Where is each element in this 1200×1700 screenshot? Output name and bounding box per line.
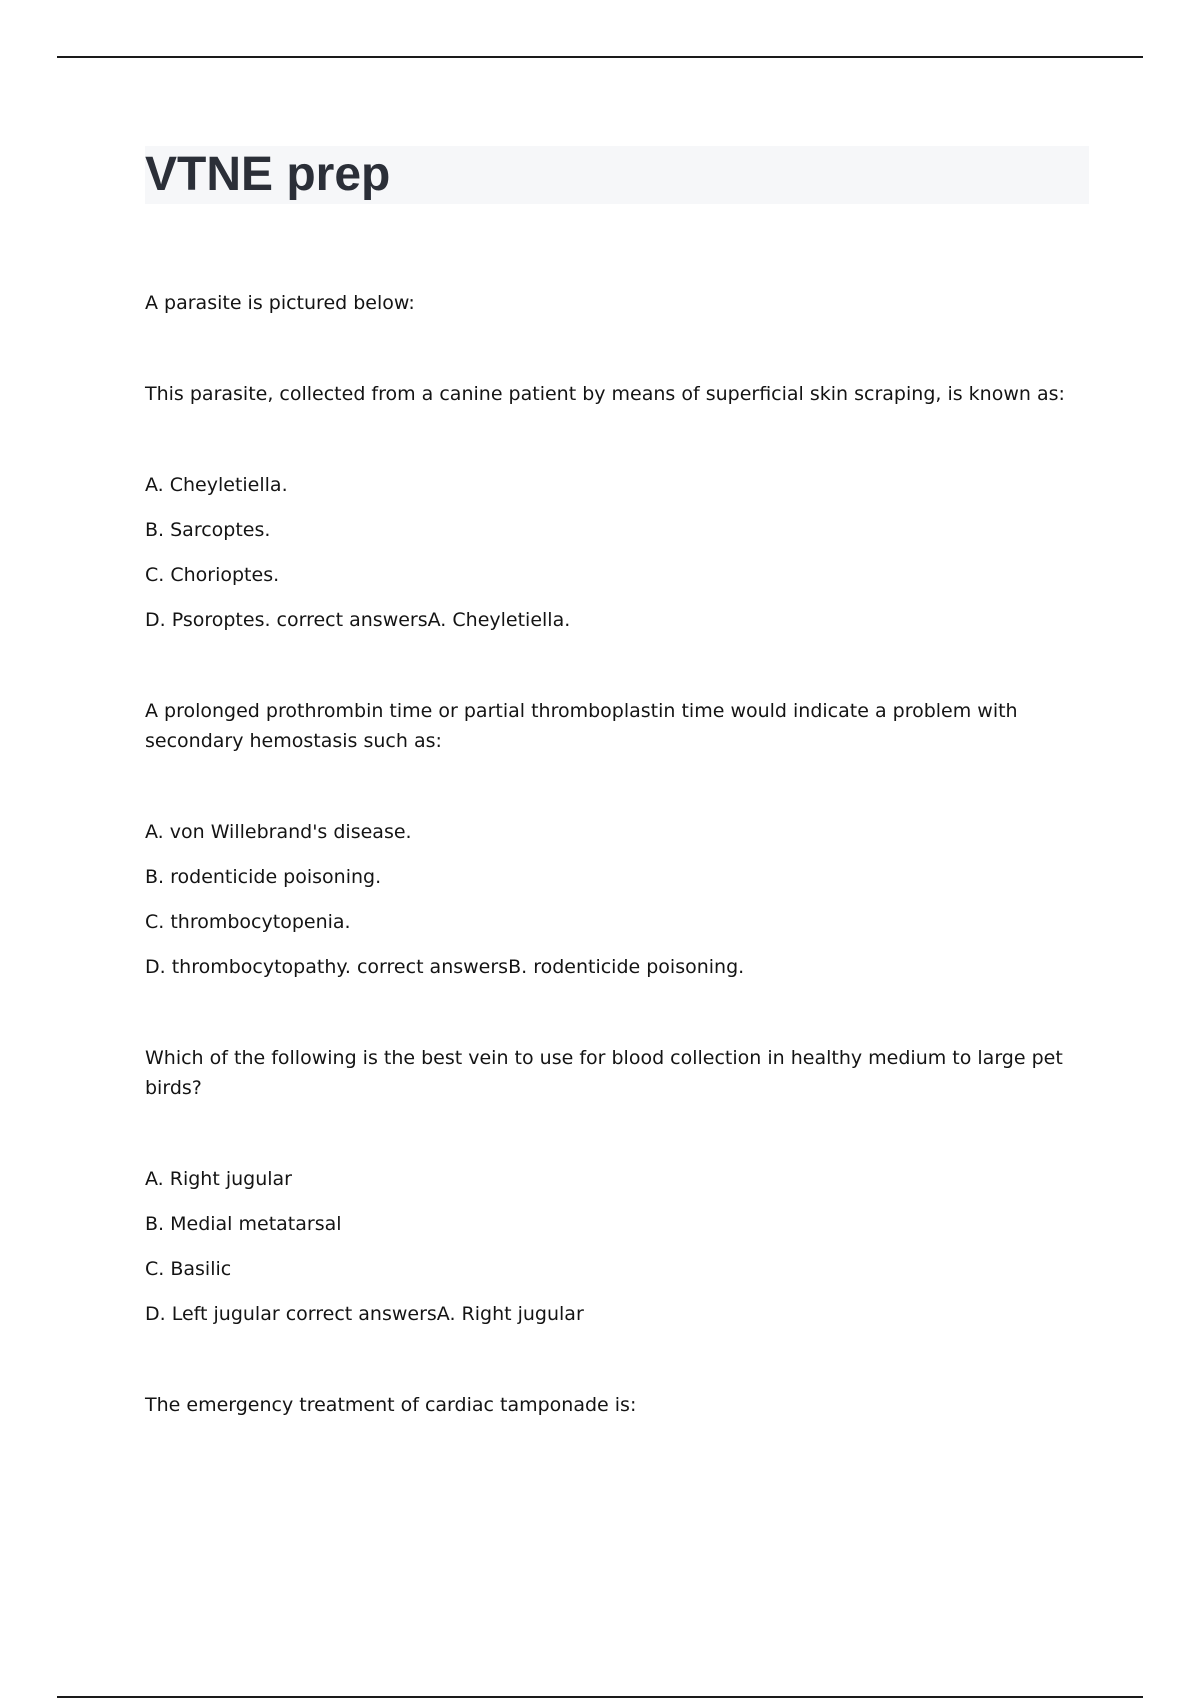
top-rule	[57, 56, 1143, 58]
question-3-option-a: A. Right jugular	[145, 1168, 292, 1190]
question-2-option-d: D. thrombocytopathy. correct answersB. rodenticide poisoning.	[145, 956, 745, 978]
question-1-intro: A parasite is pictured below:	[145, 292, 415, 314]
question-1-option-a: A. Cheyletiella.	[145, 474, 288, 496]
question-2-option-a: A. von Willebrand's disease.	[145, 821, 412, 843]
question-4-prompt: The emergency treatment of cardiac tamponade is:	[145, 1394, 637, 1416]
document-body	[145, 288, 1090, 1481]
question-3-prompt: Which of the following is the best vein to use for blood collection in healthy medium to large pet birds?	[145, 1047, 1063, 1099]
document-title: VTNE prep	[145, 148, 391, 201]
question-3-option-d: D. Left jugular correct answersA. Right jugular	[145, 1303, 584, 1325]
question-1-option-c: C. Chorioptes.	[145, 564, 280, 586]
question-3-option-b: B. Medial metatarsal	[145, 1213, 342, 1235]
question-1-option-d: D. Psoroptes. correct answersA. Cheyletiella.	[145, 609, 571, 631]
bottom-rule	[57, 1696, 1143, 1698]
question-2-option-c: C. thrombocytopenia.	[145, 911, 351, 933]
question-2-prompt: A prolonged prothrombin time or partial thromboplastin time would indicate a problem with secondary hemostasis such as:	[145, 700, 1018, 752]
question-1-prompt: This parasite, collected from a canine patient by means of superficial skin scraping, is known as:	[145, 383, 1065, 405]
question-2-option-b: B. rodenticide poisoning.	[145, 866, 382, 888]
question-3-option-c: C. Basilic	[145, 1258, 232, 1280]
question-1-option-b: B. Sarcoptes.	[145, 519, 271, 541]
